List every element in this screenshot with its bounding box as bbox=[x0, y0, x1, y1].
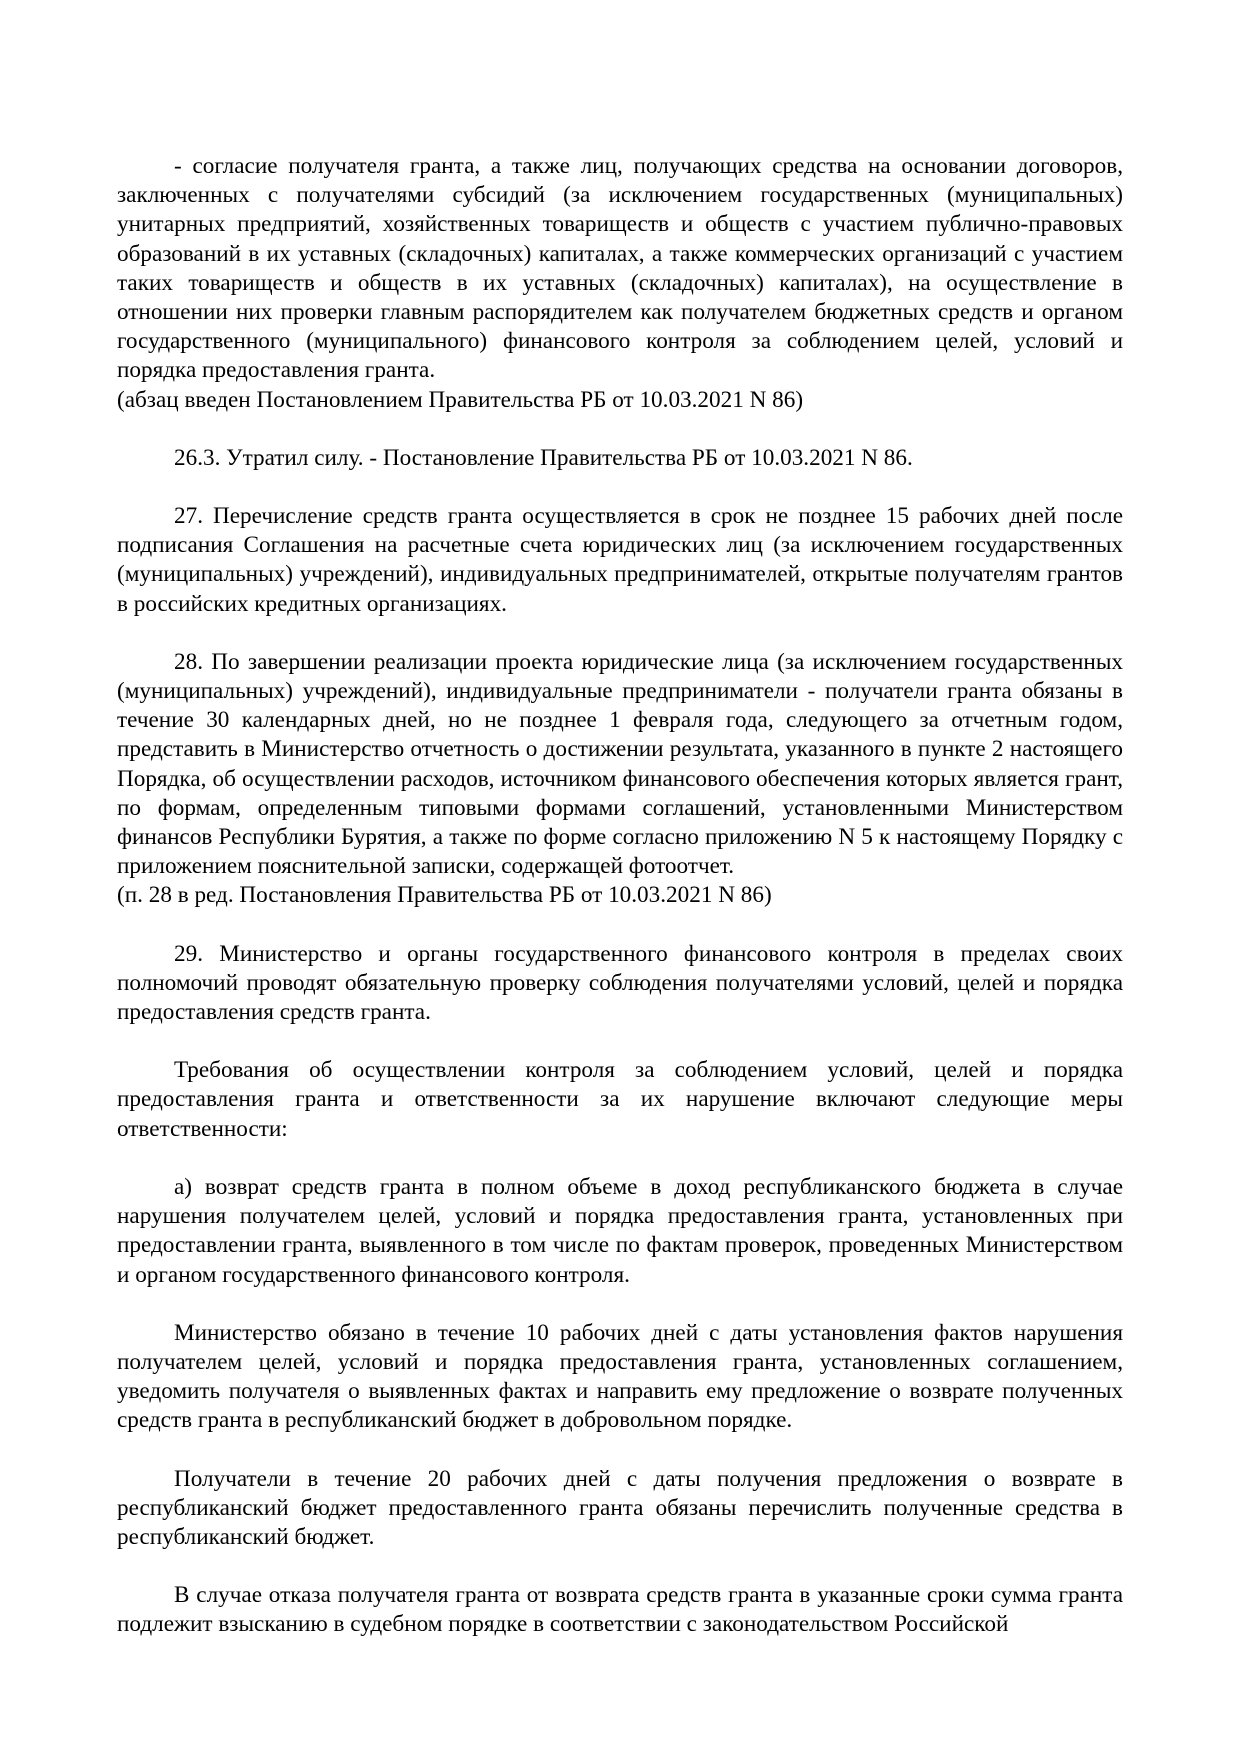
paragraph-29: 29. Министерство и органы государственного финансового контроля в пределах своих полномочий проводят обязательную проверку соблюдения получателями условий, целей и порядка предоставления средств гранта. bbox=[117, 940, 1123, 1026]
paragraph-consent-clause: - согласие получателя гранта, а также лиц, получающих средства на основании договоров, заключенных с получателями субсидий (за исключением государственных (муниципальных) унитарных предприятий, хозяйственных товариществ и обществ с участием публично-правовых образований в их уставных (складочных) капиталах, а также коммерческих организаций с участием таких товариществ и обществ в их уставных (складочных) капиталах), на осуществление в отношении них проверки главным распорядителем как получателем бюджетных средств и органом государственного (муниципального) финансового контроля за соблюдением целей, условий и порядка предоставления гранта. bbox=[117, 153, 1123, 384]
amendment-note: (абзац введен Постановлением Правительства РБ от 10.03.2021 N 86) bbox=[117, 386, 804, 413]
document-body bbox=[117, 152, 1123, 1640]
amendment-note: (п. 28 в ред. Постановления Правительства РБ от 10.03.2021 N 86) bbox=[117, 882, 772, 909]
paragraph-ministry-notice: Министерство обязано в течение 10 рабочих дней с даты установления фактов нарушения получателем целей, условий и порядка предоставления гранта, установленных соглашением, уведомить получателя о выявленных фактах и направить ему предложение о возврате полученных средств гранта в республиканский бюджет в добровольном порядке. bbox=[117, 1319, 1123, 1434]
paragraph-28: 28. По завершении реализации проекта юридические лица (за исключением государственных (муниципальных) учреждений), индивидуальные предприниматели - получатели гранта обязаны в течение 30 календарных дней, но не позднее 1 февраля года, следующего за отчетным годом, представить в Министерство отчетность о достижении результата, указанного в пункте 2 настоящего Порядка, об осуществлении расходов, источником финансового обеспечения которых является грант, по формам, определенным типовыми формами соглашений, установленными Министерством финансов Республики Бурятия, а также по форме согласно приложению N 5 к настоящему Порядку с приложением пояснительной записки, содержащей фотоотчет. bbox=[117, 648, 1123, 880]
paragraph-control-requirements: Требования об осуществлении контроля за соблюдением условий, целей и порядка предоставления гранта и ответственности за их нарушение включают следующие меры ответственности: bbox=[117, 1057, 1123, 1142]
paragraph-item-a: а) возврат средств гранта в полном объеме в доход республиканского бюджета в случае нарушения получателем целей, условий и порядка предоставления гранта, установленных при предоставлении гранта, выявленного в том числе по фактам проверок, проведенных Министерством и органом государственного финансового контроля. bbox=[117, 1173, 1123, 1288]
paragraph-recipients-return: Получатели в течение 20 рабочих дней с даты получения предложения о возврате в республиканский бюджет предоставленного гранта обязаны перечислить полученные средства в республиканский бюджет. bbox=[117, 1465, 1123, 1550]
paragraph-27: 27. Перечисление средств гранта осуществляется в срок не позднее 15 рабочих дней после подписания Соглашения на расчетные счета юридических лиц (за исключением государственных (муниципальных) учреждений), индивидуальных предпринимателей, открытые получателям грантов в российских кредитных организациях. bbox=[117, 503, 1123, 617]
paragraph-refusal-recovery: В случае отказа получателя гранта от возврата средств гранта в указанные сроки сумма гранта подлежит взысканию в судебном порядке в соответствии с законодательством Российской bbox=[117, 1582, 1123, 1638]
paragraph-26-3: 26.3. Утратил силу. - Постановление Правительства РБ от 10.03.2021 N 86. bbox=[174, 444, 913, 471]
